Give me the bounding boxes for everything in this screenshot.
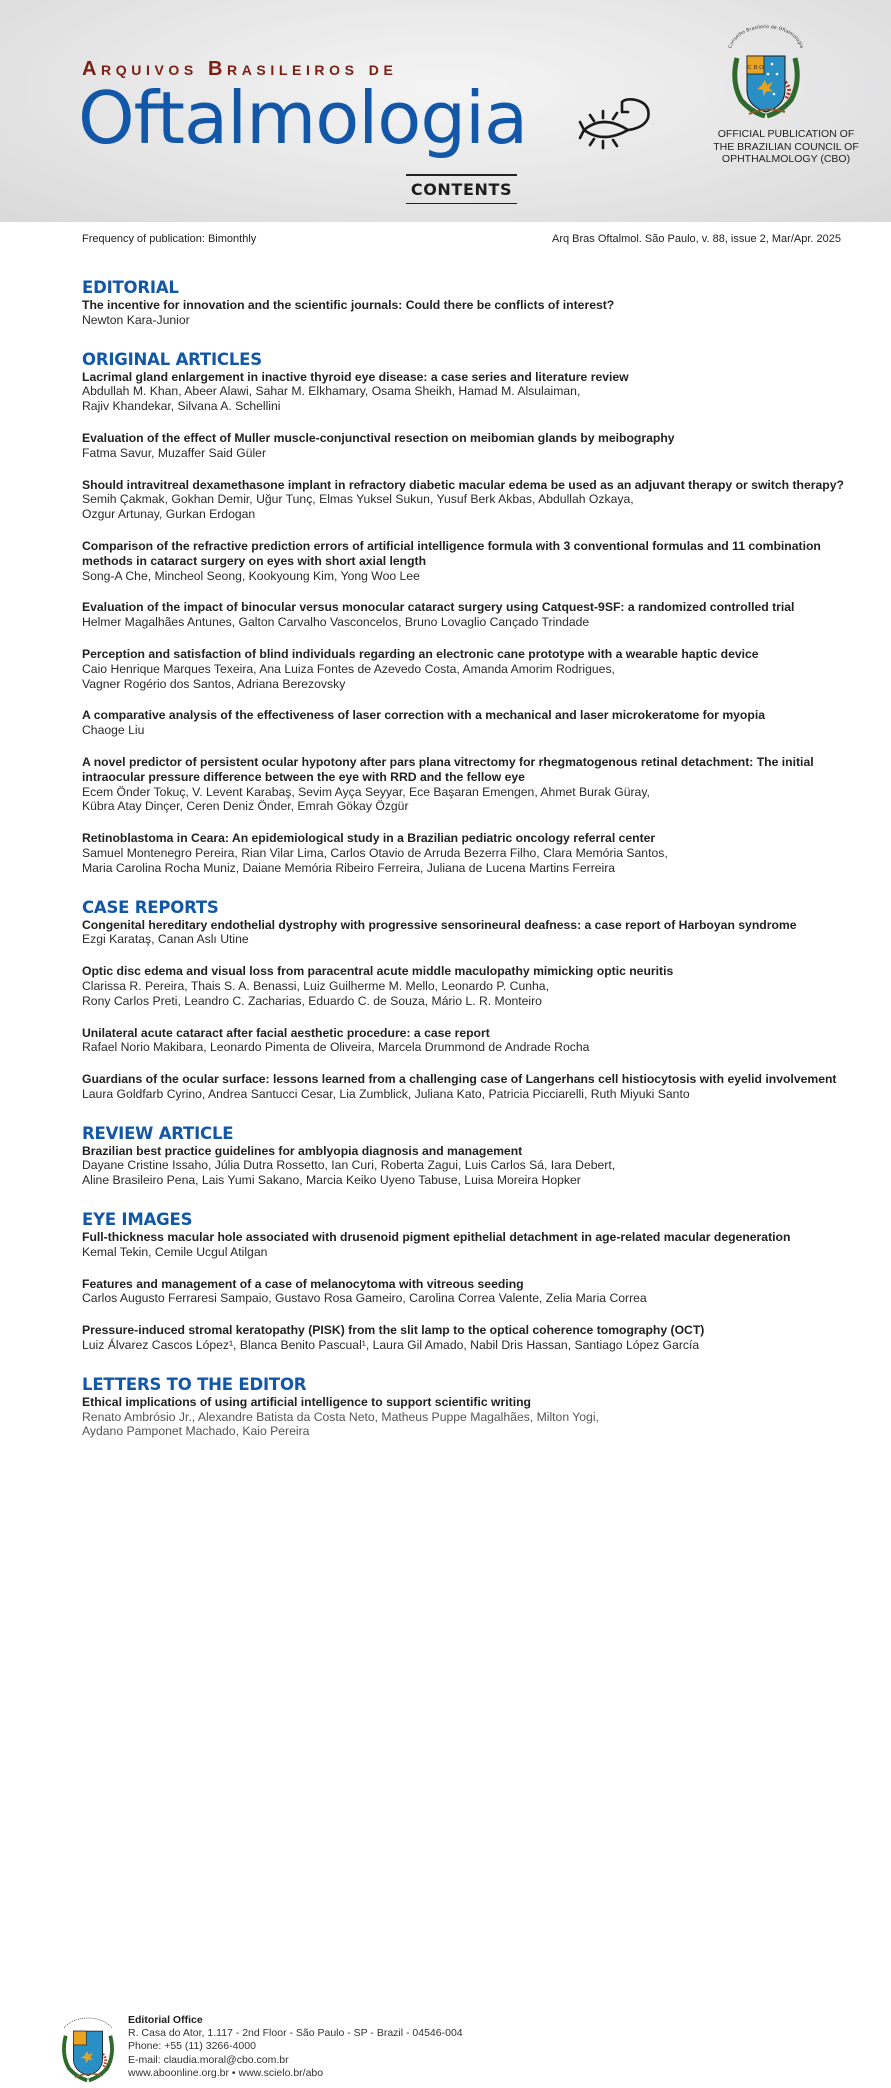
article-authors: Fatma Savur, Muzaffer Said Güler: [82, 445, 267, 460]
article-entry[interactable]: [82, 370, 862, 414]
article-authors: Ecem Önder Tokuç, V. Levent Karabaş, Sevim Ayça Seyyar, Ece Başaran Emengen, Ahmet Burak Güray, Kübra Atay Dinçer, Ceren Deniz Önder, Emrah Gökay Özgür: [82, 784, 650, 814]
article-entry[interactable]: [82, 964, 862, 1008]
footer-phone: Phone: +55 (11) 3266-4000: [128, 2040, 256, 2053]
article-entry[interactable]: [82, 600, 862, 630]
contents-heading: CONTENTS: [410, 179, 513, 199]
section-heading: EYE IMAGES: [82, 1210, 193, 1230]
contents-label-box: [406, 174, 517, 204]
article-title[interactable]: Lacrimal gland enlargement in inactive thyroid eye disease: a case series and literature review: [82, 369, 629, 384]
toc-section: [82, 350, 862, 876]
footer-address: R. Casa do Ator, 1.117 - 2nd Floor - São Paulo - SP - Brazil - 04546-004: [128, 2027, 463, 2040]
article-title[interactable]: Evaluation of the impact of binocular versus monocular cataract surgery using Catquest-9SF: a randomized controlled trial: [82, 600, 795, 615]
article-title[interactable]: Should intravitreal dexamethasone implant in refractory diabetic macular edema be used as an adjuvant therapy or switch therapy?: [82, 477, 844, 492]
article-authors: Renato Ambrósio Jr., Alexandre Batista da Costa Neto, Matheus Puppe Magalhães, Milton Yogi, Aydano Pamponet Machado, Kaio Pereira: [82, 1409, 599, 1439]
article-title[interactable]: A novel predictor of persistent ocular hypotony after pars plana vitrectomy for rhegmatogenous retinal detachment: The initial intraocular pressure difference between the eye with RRD and the fellow eye: [82, 754, 814, 784]
article-authors: Dayane Cristine Issaho, Júlia Dutra Rossetto, Ian Curi, Roberta Zagui, Luis Carlos Sá, Iara Debert, Aline Brasileiro Pena, Lais Yumi Sakano, Marcia Keiko Uyeno Tabuse, Luisa Moreira Hopker: [82, 1158, 616, 1188]
article-authors: Kemal Tekin, Cemile Ucgul Atilgan: [82, 1244, 268, 1259]
article-authors: Clarissa R. Pereira, Thais S. A. Benassi, Luiz Guilherme M. Mello, Leonardo P. Cunha, Rony Carlos Preti, Leandro C. Zacharias, Eduardo C. de Souza, Mário L. R. Monteiro: [82, 978, 549, 1008]
article-authors: Abdullah M. Khan, Abeer Alawi, Sahar M. Elkhamary, Osama Sheikh, Hamad M. Alsulaiman, Rajiv Khandekar, Silvana A. Schellini: [82, 384, 581, 414]
section-heading: REVIEW ARTICLE: [82, 1123, 234, 1143]
svg-text:Conselho Brasileiro de Oftalmo: [727, 24, 803, 49]
cbo-crest-icon: [58, 2010, 118, 2086]
toc-section: [82, 1375, 862, 1439]
article-entry[interactable]: [82, 1072, 862, 1102]
article-authors: Helmer Magalhães Antunes, Galton Carvalho Vasconcelos, Bruno Lovaglio Cançado Trindade: [82, 615, 590, 630]
toc-section: [82, 278, 862, 328]
article-title[interactable]: Guardians of the ocular surface: lessons learned from a challenging case of Langerhans cell histiocytosis with eyelid involvement: [82, 1072, 837, 1087]
article-entry[interactable]: [82, 478, 862, 522]
official-publication-note: [694, 128, 878, 166]
article-authors: Laura Goldfarb Cyrino, Andrea Santucci Cesar, Lia Zumblick, Juliana Kato, Patricia Picciarelli, Ruth Miyuki Santo: [82, 1086, 690, 1101]
article-title[interactable]: Pressure-induced stromal keratopathy (PISK) from the slit lamp to the optical coherence tomography (OCT): [82, 1323, 705, 1338]
article-authors: Song-A Che, Mincheol Seong, Kookyoung Kim, Yong Woo Lee: [82, 568, 420, 583]
article-authors: Carlos Augusto Ferraresi Sampaio, Gustavo Rosa Gameiro, Carolina Correa Valente, Zelia Maria Correa: [82, 1291, 647, 1306]
section-heading: CASE REPORTS: [82, 897, 219, 917]
article-authors: Newton Kara-Junior: [82, 312, 190, 327]
article-entry[interactable]: [82, 708, 862, 738]
eye-logo-icon: [578, 94, 654, 152]
section-heading: LETTERS TO THE EDITOR: [82, 1374, 307, 1394]
official-line-2: THE BRAZILIAN COUNCIL OF: [713, 140, 859, 153]
article-authors: Luiz Álvarez Cascos López¹, Blanca Benito Pascual¹, Laura Gil Amado, Nabil Dris Hassan, Santiago López García: [82, 1338, 700, 1353]
table-of-contents: [82, 278, 862, 1461]
article-entry[interactable]: [82, 1026, 862, 1056]
article-title[interactable]: Evaluation of the effect of Muller muscle-conjunctival resection on meibomian glands by meibography: [82, 430, 675, 445]
article-title[interactable]: A comparative analysis of the effectiveness of laser correction with a mechanical and laser microkeratome for myopia: [82, 708, 765, 723]
editorial-office-footer: [58, 2010, 558, 2086]
article-title[interactable]: Brazilian best practice guidelines for amblyopia diagnosis and management: [82, 1143, 523, 1158]
footer-email[interactable]: E-mail: claudia.moral@cbo.com.br: [128, 2053, 289, 2066]
article-title[interactable]: Unilateral acute cataract after facial aesthetic procedure: a case report: [82, 1025, 490, 1040]
article-title[interactable]: Perception and satisfaction of blind individuals regarding an electronic cane prototype with a wearable haptic device: [82, 646, 759, 661]
publication-frequency: Frequency of publication: Bimonthly: [82, 233, 257, 245]
article-title[interactable]: Ethical implications of using artificial intelligence to support scientific writing: [82, 1394, 531, 1409]
article-title[interactable]: Congenital hereditary endothelial dystrophy with progressive sensorineural deafness: a case report of Harboyan syndrome: [82, 917, 797, 932]
article-authors: Chaoge Liu: [82, 723, 145, 738]
cbo-crest-icon: [727, 26, 805, 122]
article-authors: Rafael Norio Makibara, Leonardo Pimenta de Oliveira, Marcela Drummond de Andrade Rocha: [82, 1040, 590, 1055]
crest-letters: C B O: [747, 65, 764, 71]
journal-prefix: Arquivos Brasileiros de: [82, 58, 398, 80]
article-authors: Semih Çakmak, Gokhan Demir, Uğur Tunç, Elmas Yuksel Sukun, Yusuf Berk Akbas, Abdullah Ozkaya, Ozgur Artunay, Gurkan Erdogan: [82, 492, 634, 522]
official-line-1: OFFICIAL PUBLICATION OF: [717, 128, 855, 140]
article-authors: Ezgi Karataş, Canan Aslı Utine: [82, 932, 249, 947]
article-entry[interactable]: [82, 298, 862, 328]
footer-websites[interactable]: www.aboonline.org.br • www.scielo.br/abo: [128, 2066, 324, 2079]
article-entry[interactable]: [82, 539, 862, 583]
article-title[interactable]: Full-thickness macular hole associated with drusenoid pigment epithelial detachment in age-related macular degeneration: [82, 1230, 791, 1245]
article-title[interactable]: Comparison of the refractive prediction errors of artificial intelligence formula with 3 conventional formulas and 11 combination methods in cataract surgery on eyes with short axial length: [82, 538, 821, 568]
article-entry[interactable]: [82, 1277, 862, 1307]
footer-title: Editorial Office: [128, 2014, 203, 2026]
article-entry[interactable]: [82, 1395, 862, 1439]
article-entry[interactable]: [82, 431, 862, 461]
journal-name: Oftalmologia: [78, 76, 528, 160]
toc-section: [82, 1210, 862, 1353]
section-heading: ORIGINAL ARTICLES: [82, 349, 262, 369]
section-heading: EDITORIAL: [82, 278, 179, 297]
article-entry[interactable]: [82, 755, 862, 814]
article-entry[interactable]: [82, 831, 862, 875]
crest-text: Conselho Brasileiro de Oftalmologia: [728, 24, 804, 50]
article-authors: Samuel Montenegro Pereira, Rian Vilar Lima, Carlos Otavio de Arruda Bezerra Filho, Clara Memória Santos, Maria Carolina Rocha Muniz, Daiane Memória Ribeiro Ferreira, Juliana de Lucena Martins Ferreira: [82, 845, 668, 875]
citation-info: Arq Bras Oftalmol. São Paulo, v. 88, issue 2, Mar/Apr. 2025: [552, 233, 841, 245]
article-entry[interactable]: [82, 918, 862, 948]
article-title[interactable]: Features and management of a case of melanocytoma with vitreous seeding: [82, 1276, 524, 1291]
divider: [406, 203, 517, 205]
official-line-3: OPHTHALMOLOGY (CBO): [721, 153, 851, 165]
article-title[interactable]: Retinoblastoma in Ceara: An epidemiological study in a Brazilian pediatric oncology referral center: [82, 831, 656, 846]
article-entry[interactable]: [82, 1230, 862, 1260]
article-entry[interactable]: [82, 1323, 862, 1353]
article-title[interactable]: Optic disc edema and visual loss from paracentral acute middle maculopathy mimicking optic neuritis: [82, 964, 674, 979]
article-title[interactable]: The incentive for innovation and the scientific journals: Could there be conflicts of interest?: [82, 298, 615, 312]
editorial-office-info: [128, 2014, 463, 2080]
article-entry[interactable]: [82, 647, 862, 691]
toc-section: [82, 1124, 862, 1188]
article-entry[interactable]: [82, 1144, 862, 1188]
article-authors: Caio Henrique Marques Texeira, Ana Luiza Fontes de Azevedo Costa, Amanda Amorim Rodrigues, Vagner Rogério dos Santos, Adriana Berezovsky: [82, 661, 615, 691]
masthead: [0, 0, 891, 222]
toc-section: [82, 898, 862, 1102]
